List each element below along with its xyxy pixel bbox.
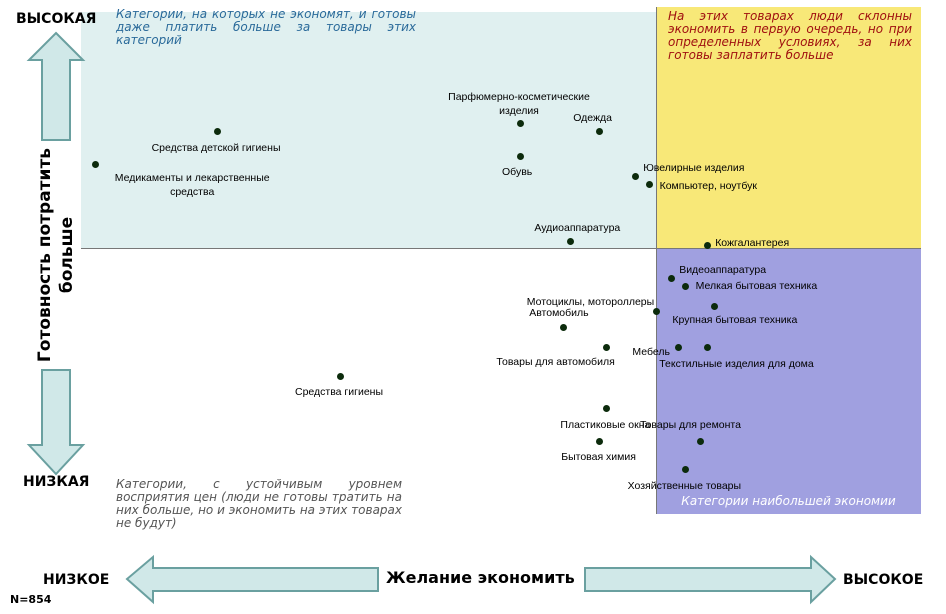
x-axis-title: Желание экономить [386, 568, 575, 587]
y-low-label: НИЗКАЯ [23, 474, 90, 490]
arrow-up-icon [29, 33, 83, 140]
data-point-label: Кожгалантерея [715, 236, 790, 249]
data-point-label: Ювелирные изделия [643, 161, 745, 174]
data-point-label: Мелкая бытовая техника [695, 279, 818, 292]
data-point [653, 308, 660, 315]
x-high-label: ВЫСОКОЕ [843, 572, 924, 588]
data-point-label: Мотоциклы, мотороллеры [526, 296, 655, 309]
data-point-label: Видеоаппаратура [679, 263, 767, 276]
x-low-label: НИЗКОЕ [43, 572, 110, 588]
y-axis-title: Готовность потратить больше [35, 147, 77, 363]
data-point [632, 173, 639, 180]
data-point-label: Крупная бытовая техника [672, 313, 798, 326]
data-point [517, 153, 524, 160]
data-point [704, 344, 711, 351]
quadrant-bottom-left-text: Категории, с устойчивым уровнем восприятия цен (люди не готовы тратить на них больше, но и экономить на этих товарах не будут) [116, 477, 402, 530]
data-point [92, 161, 99, 168]
sample-size: N=854 [10, 593, 52, 606]
arrow-right-icon [585, 557, 835, 602]
data-point-label: Обувь [502, 166, 533, 179]
quadrant-top-left-text: Категории, на которых не экономят, и готовы даже платить больше за товары этих категорий [116, 7, 416, 47]
data-point [668, 275, 675, 282]
data-point-label: Текстильные изделия для дома [659, 357, 814, 370]
data-point [560, 324, 567, 331]
arrow-left-icon [127, 557, 378, 602]
data-point-label: Средства гигиены [295, 386, 384, 399]
data-point-label: Бытовая химия [561, 451, 636, 464]
data-point-label: Одежда [573, 111, 612, 124]
arrow-down-icon [29, 370, 83, 474]
quadrant-bottom-right-text: Категории наибольшей экономии [681, 494, 896, 508]
data-point-label: Парфюмерно-косметические изделия [448, 90, 590, 117]
data-point [697, 438, 704, 445]
y-high-label: ВЫСОКАЯ [16, 11, 97, 27]
data-point-label: Хозяйственные товары [627, 479, 742, 492]
data-point-label: Компьютер, ноутбук [659, 179, 757, 192]
data-point-label: Аудиоаппаратура [534, 221, 621, 234]
data-point-label: Средства детской гигиены [151, 141, 281, 154]
data-point-label: Товары для ремонта [640, 419, 741, 432]
data-point-label: Пластиковые окна [560, 418, 651, 431]
quadrant-top-right-text: На этих товарах люди склонны экономить в первую очередь, но при определенных условиях, за них готовы заплатить больше [668, 9, 912, 62]
data-point [337, 373, 344, 380]
data-point-label: Мебель [632, 345, 670, 358]
data-point-label: Товары для автомобиля [496, 355, 615, 368]
data-point-label: Автомобиль [529, 307, 589, 320]
data-point [517, 120, 524, 127]
data-point [596, 438, 603, 445]
data-point-label: Медикаменты и лекарственные средства [114, 171, 270, 198]
